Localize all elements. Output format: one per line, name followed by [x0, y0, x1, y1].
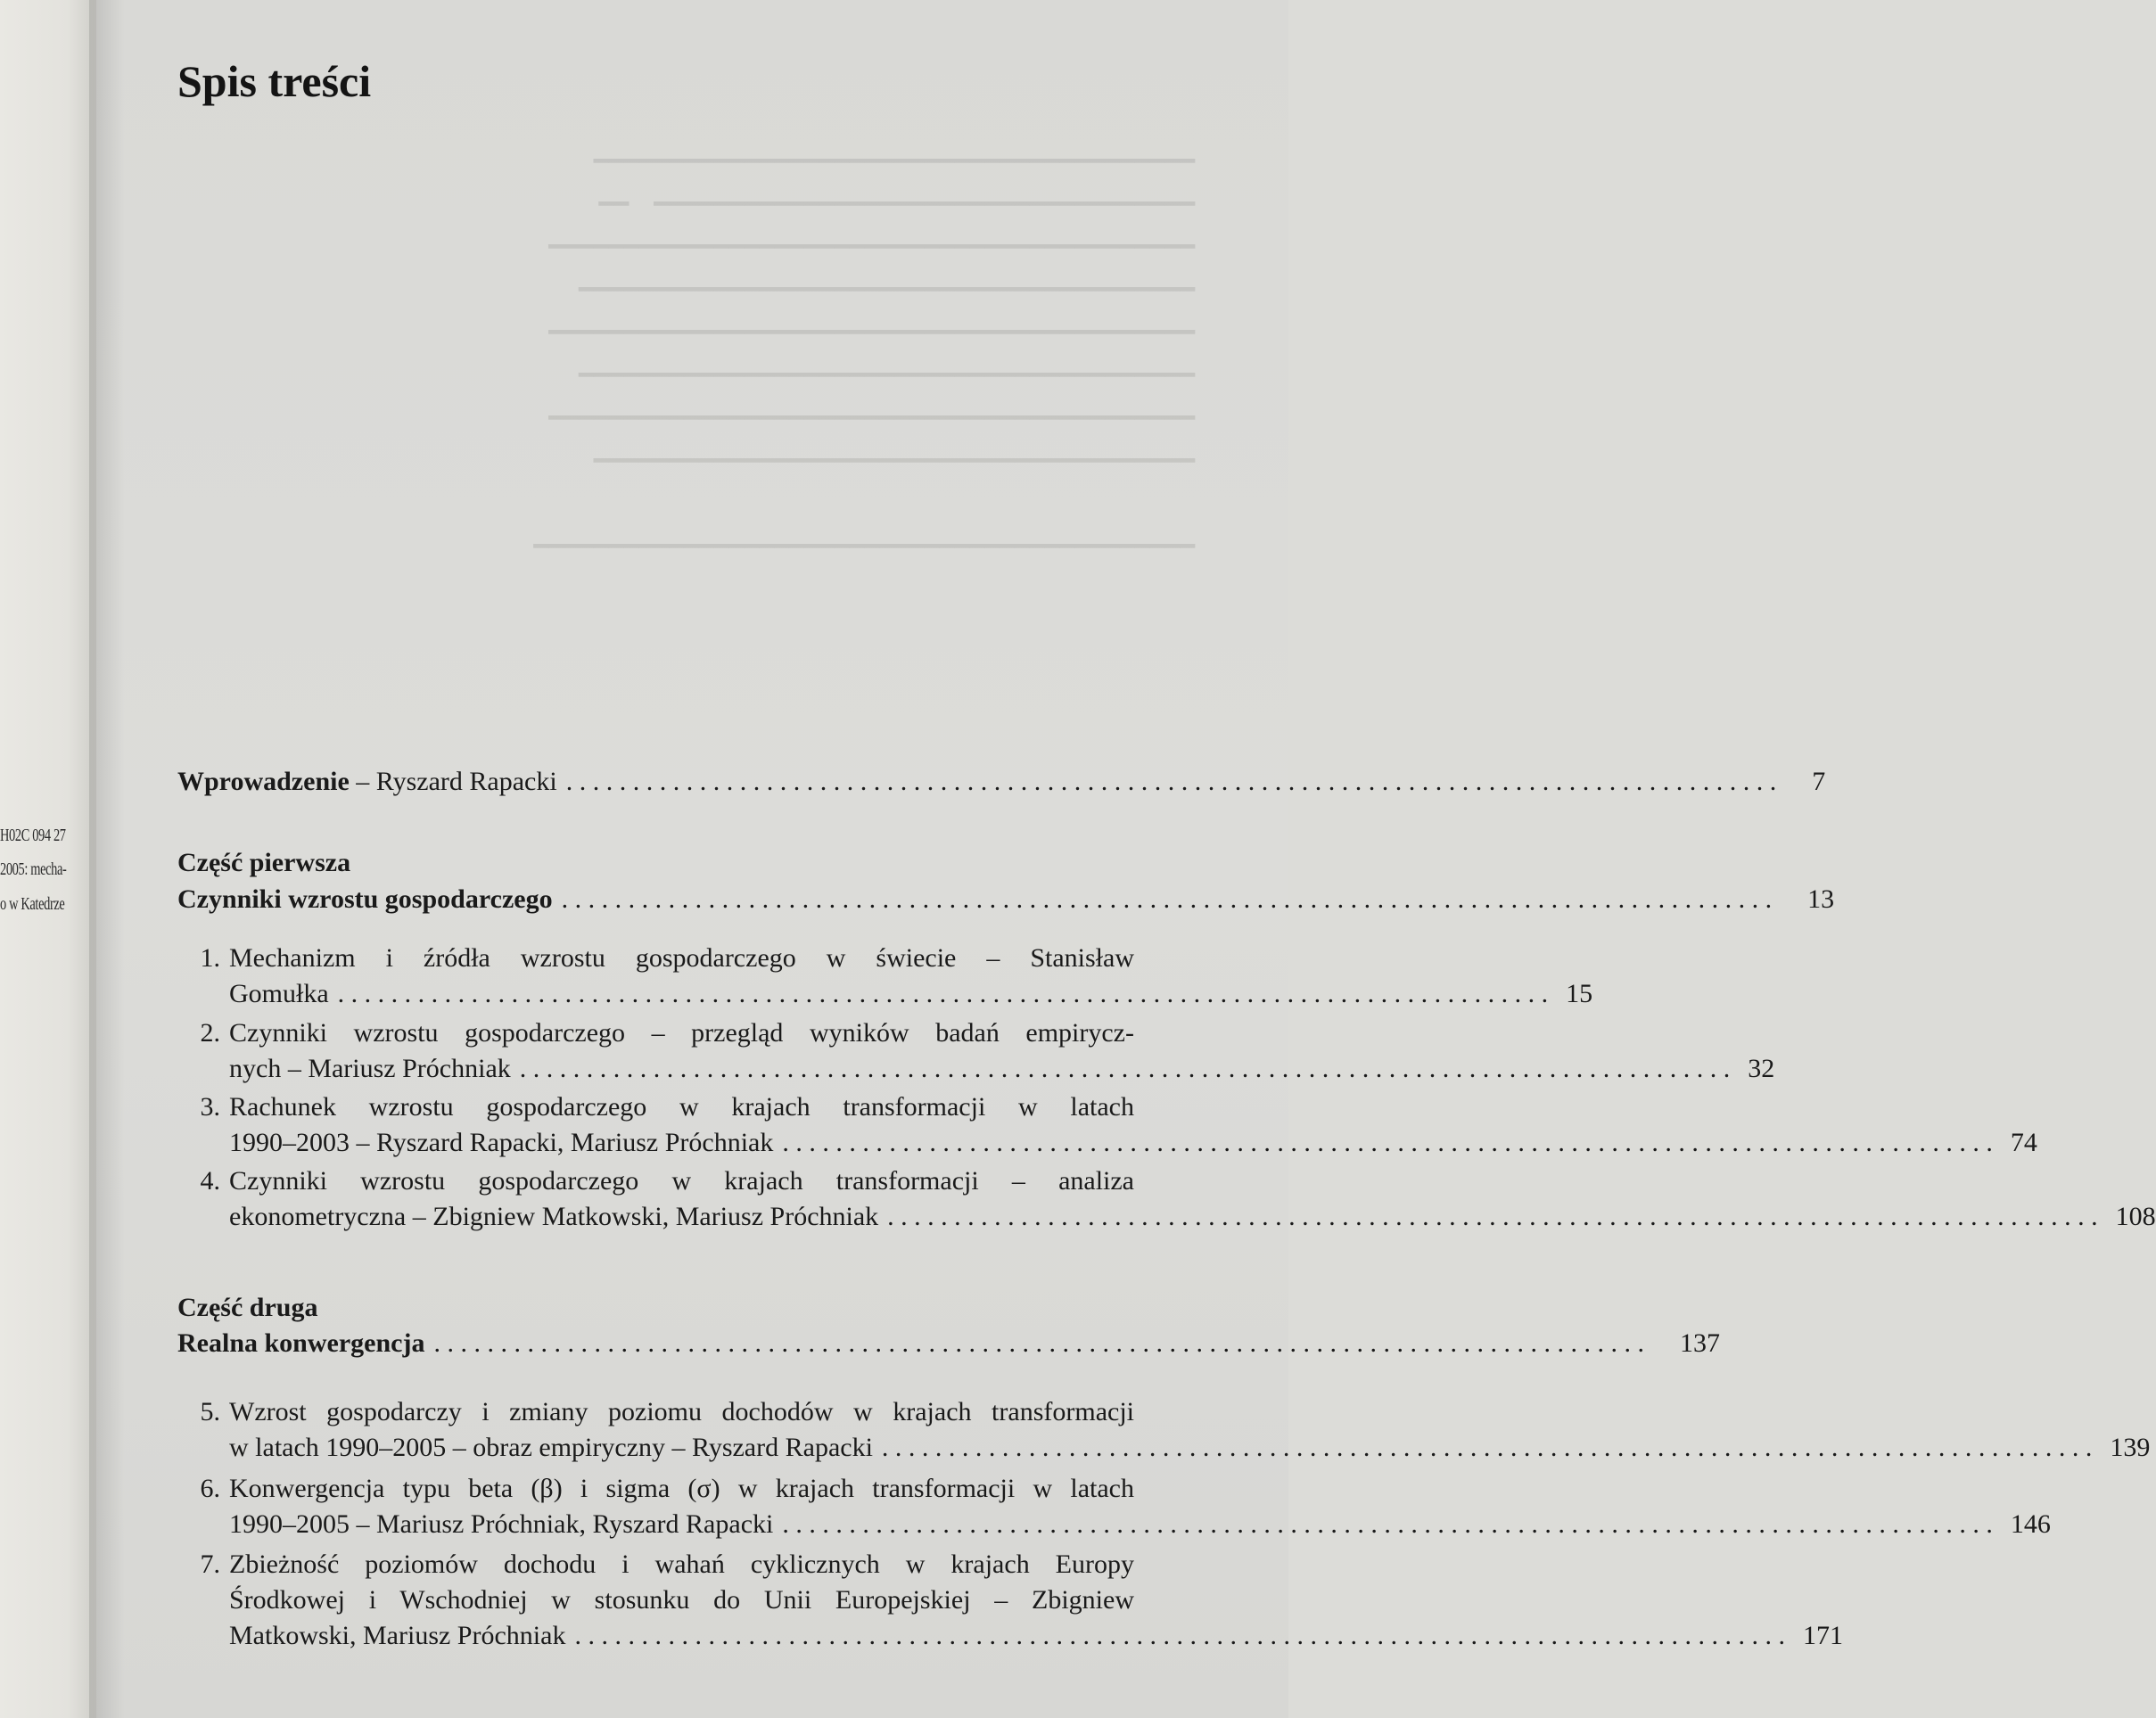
adjacent-page-line: o w Katedrze [0, 894, 65, 914]
toc-page-number: 171 [1802, 1621, 1843, 1650]
chapter-number: 4. [200, 1166, 220, 1196]
toc-page-number: 13 [1807, 884, 1835, 914]
chapter-number: 7. [200, 1549, 220, 1579]
toc-page-number: 15 [1566, 979, 1593, 1008]
chapter-title-line: 1990–2003 – Ryszard Rapacki, Mariusz Próchniak [229, 1128, 774, 1157]
leader-dots [565, 1621, 1785, 1651]
part-heading: Część druga [177, 1293, 318, 1322]
toc-page-number: 139 [2110, 1433, 2151, 1462]
chapter-number: 6. [200, 1474, 220, 1503]
toc-page-number: 7 [1812, 767, 1826, 796]
chapter-title-line: Zbieżność poziomów dochodu i wahań cyklicznych w krajach Europy [229, 1549, 1134, 1579]
leader-dots [878, 1202, 2098, 1232]
leader-dots [329, 979, 1549, 1009]
chapter-title-line: Wzrost gospodarczy i zmiany poziomu dochodów w krajach transformacji [229, 1397, 1134, 1426]
chapter-title-line: ekonometryczna – Zbigniew Matkowski, Mariusz Próchniak [229, 1202, 879, 1231]
chapter-number: 5. [200, 1397, 220, 1426]
leader-dots [773, 1509, 1993, 1540]
toc-entry-part1[interactable] [177, 884, 1835, 915]
chapter-number: 3. [200, 1092, 220, 1122]
toc-page-number: 74 [2010, 1128, 2037, 1157]
toc-page-number: 146 [2010, 1509, 2051, 1539]
leader-dots [873, 1433, 2093, 1463]
part-title: Czynniki wzrostu gospodarczego [177, 884, 553, 914]
chapter-title-line: 1990–2005 – Mariusz Próchniak, Ryszard Rapacki [229, 1509, 774, 1539]
chapter-number: 1. [200, 943, 220, 973]
chapter-title-line: Mechanizm i źródła wzrostu gospodarczego w świecie – Stanisław [229, 943, 1134, 973]
toc-entry-part2[interactable] [177, 1328, 1720, 1359]
toc-page-number: 137 [1679, 1328, 1720, 1358]
adjacent-page-line: H02C 094 27 [0, 826, 66, 845]
chapter-title-line: w latach 1990–2005 – obraz empiryczny – Ryszard Rapacki [229, 1433, 873, 1462]
leader-dots [773, 1128, 1993, 1158]
chapter-title-line: Czynniki wzrostu gospodarczego – przegląd wyników badań empirycz- [229, 1018, 1134, 1048]
toc-entry-introduction[interactable] [177, 767, 1826, 797]
toc-page-number: 32 [1748, 1054, 1775, 1083]
toc-entry-label: Wprowadzenie [177, 767, 350, 796]
page-title: Spis treści [177, 56, 372, 106]
leader-dots [511, 1054, 1731, 1084]
leader-dots [424, 1328, 1644, 1359]
chapter-title-line: Gomułka [229, 979, 329, 1008]
chapter-title-line: Konwergencja typu beta (β) i sigma (σ) w krajach transformacji w latach [229, 1474, 1134, 1503]
chapter-title-line: Środkowej i Wschodniej w stosunku do Unii Europejskiej – Zbigniew [229, 1585, 1134, 1615]
part-title: Realna konwergencja [177, 1328, 425, 1358]
leader-dots [553, 884, 1773, 915]
chapter-title-line: Rachunek wzrostu gospodarczego w krajach transformacji w latach [229, 1092, 1134, 1122]
chapter-title-line: Matkowski, Mariusz Próchniak [229, 1621, 566, 1650]
chapter-title-line: Czynniki wzrostu gospodarczego w krajach transformacji – analiza [229, 1166, 1134, 1196]
adjacent-page-line: 2005: mecha- [0, 859, 67, 879]
toc-page-number: 108 [2115, 1202, 2156, 1231]
adjacent-page [0, 0, 96, 1718]
part-heading: Część pierwsza [177, 848, 351, 877]
page-gutter-shadow [89, 0, 125, 1718]
chapter-title-line: nych – Mariusz Próchniak [229, 1054, 511, 1083]
chapter-number: 2. [200, 1018, 220, 1048]
toc-entry-author: – Ryszard Rapacki [349, 767, 557, 796]
leader-dots [557, 767, 1777, 797]
